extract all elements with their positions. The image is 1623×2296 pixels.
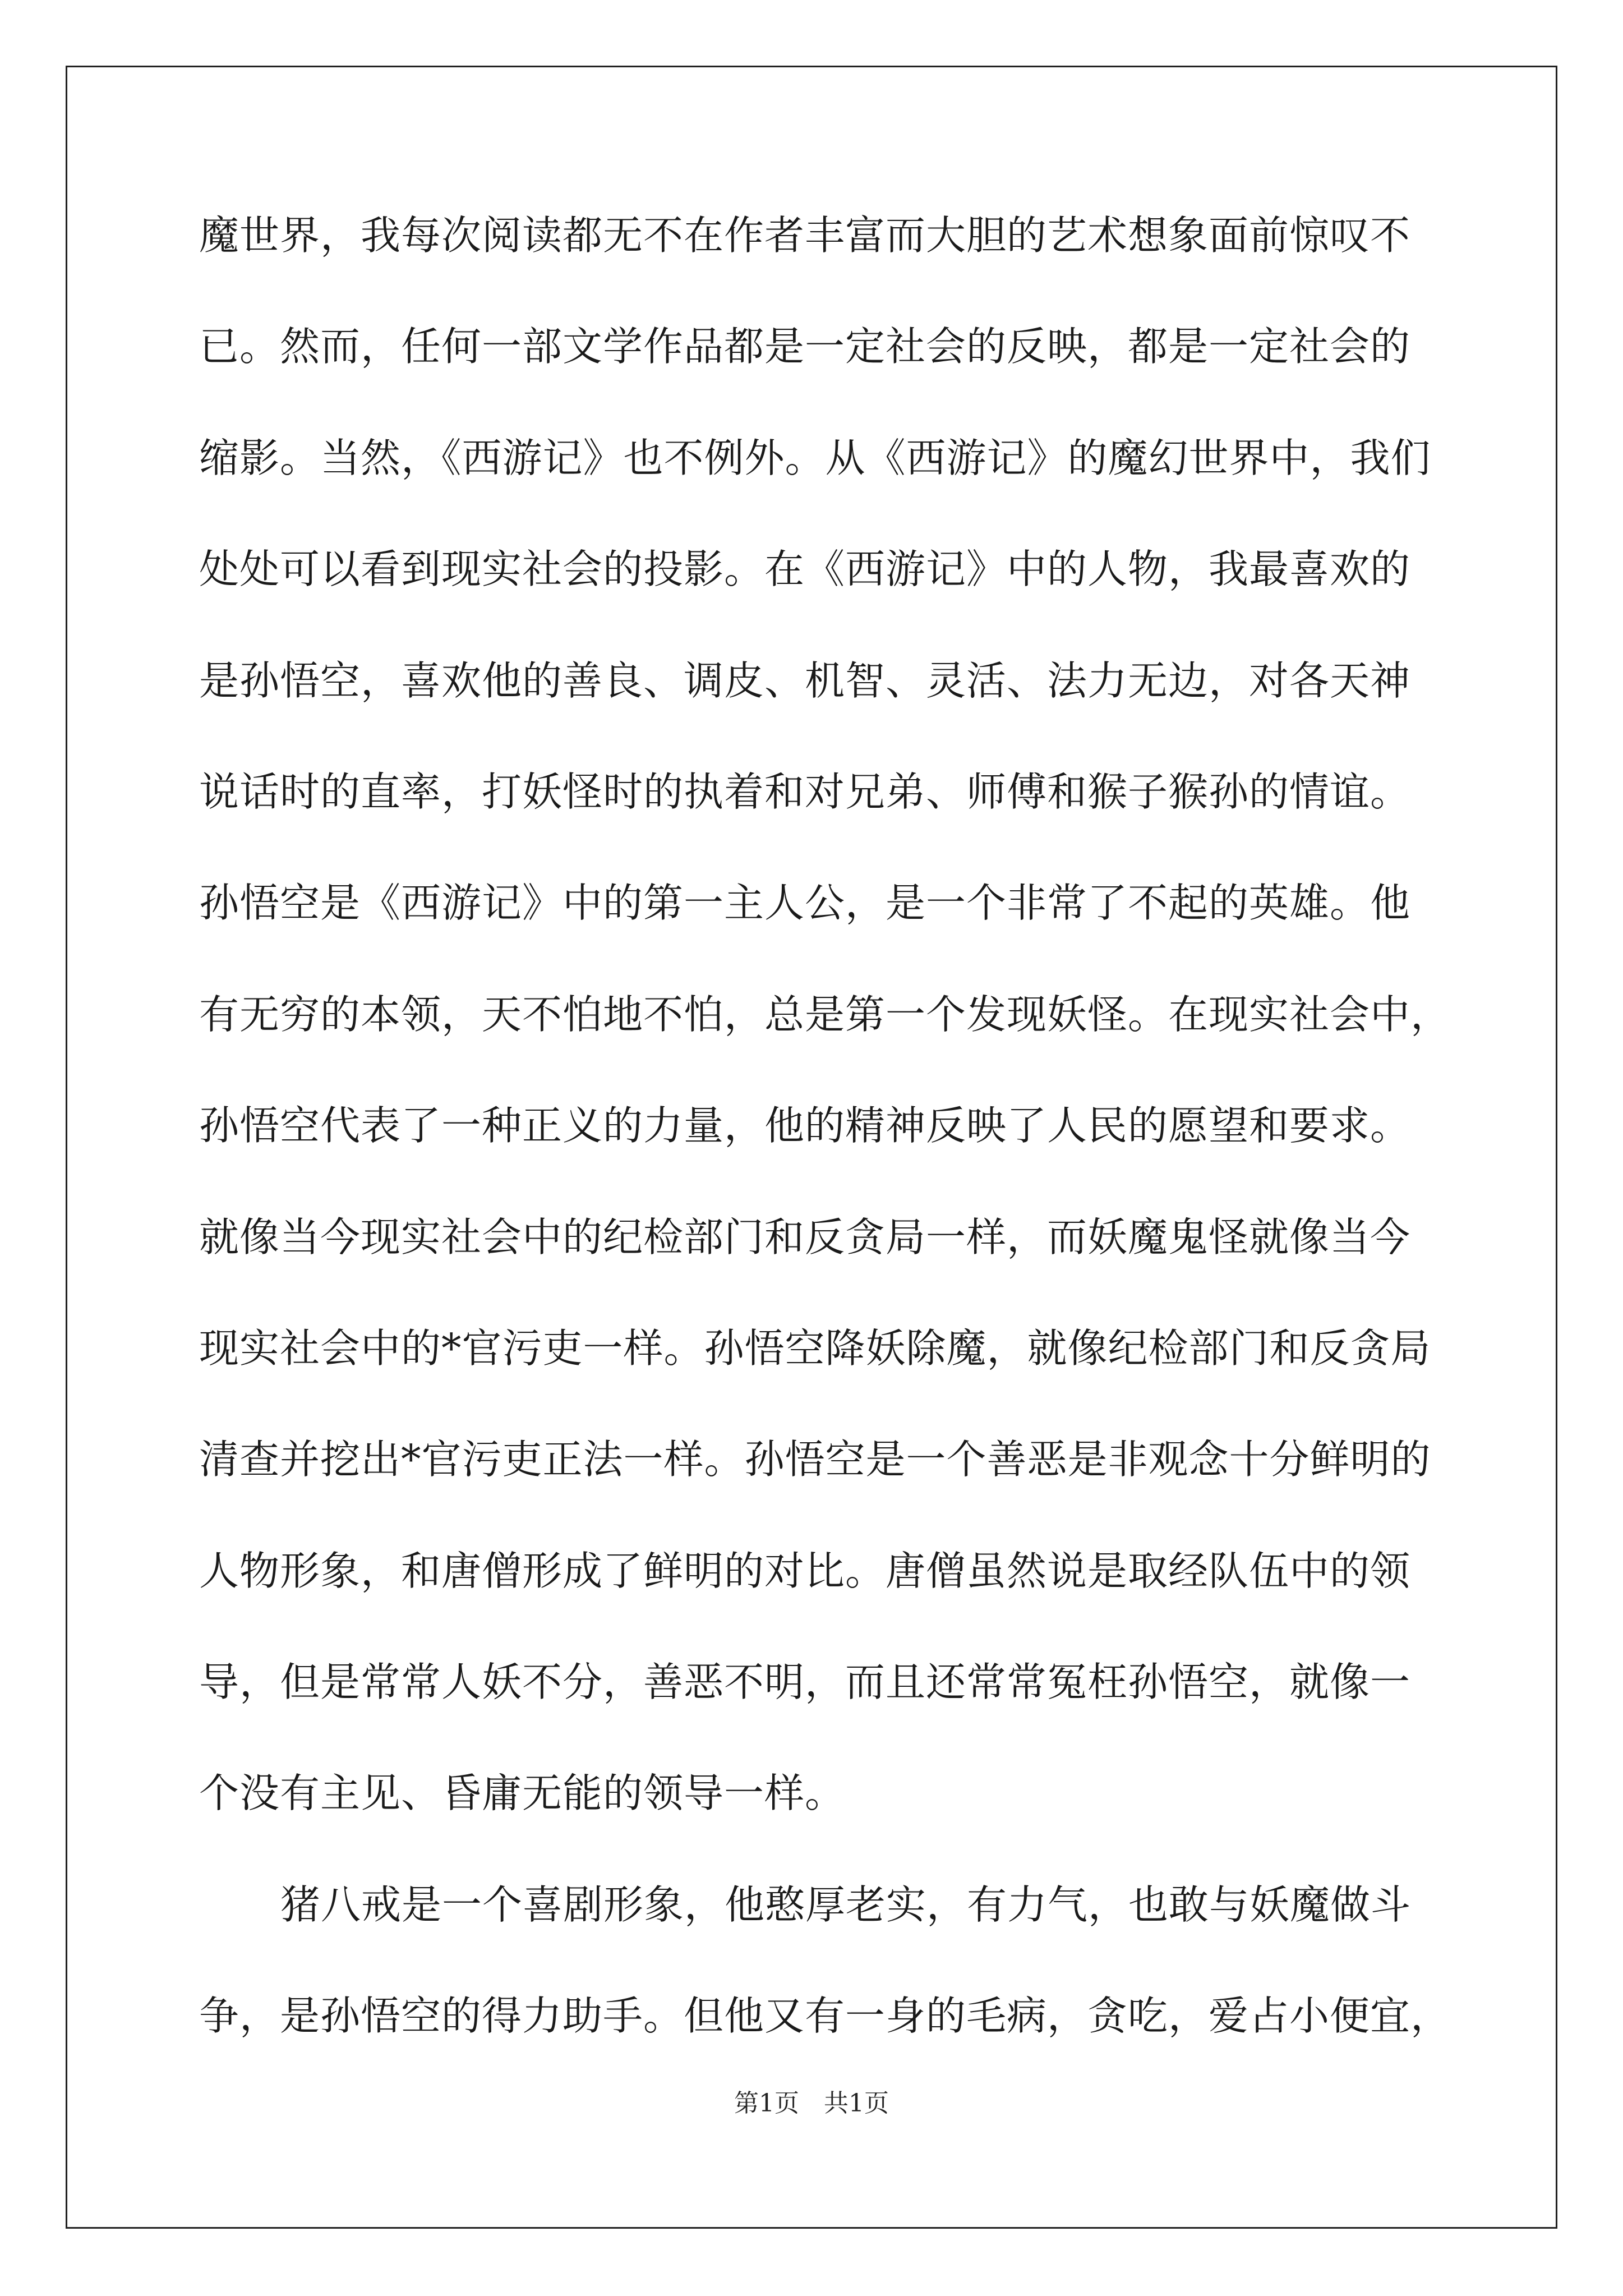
text-line: 导，但是常常人妖不分，善恶不明，而且还常常冤枉孙悟空，就像一 [199, 1659, 1411, 1706]
text-line: 个没有主见、昏庸无能的领导一样。 [199, 1770, 846, 1817]
text-line: 争，是孙悟空的得力助手。但他又有一身的毛病，贪吃，爱占小便宜， [199, 1993, 1451, 2040]
text-line: 缩影。当然，《西游记》也不例外。从《西游记》的魔幻世界中，我们 [199, 434, 1431, 481]
text-line: 猪八戒是一个喜剧形象，他憨厚老实，有力气，也敢与妖魔做斗 [280, 1881, 1412, 1928]
page-number: 第1页 共1页 [734, 2089, 889, 2118]
text-line: 现实社会中的*官污吏一样。孙悟空降妖除魔，就像纪检部门和反贪局 [199, 1324, 1431, 1372]
text-line: 说话时的直率，打妖怪时的执着和对兄弟、师傅和猴子猴孙的情谊。 [199, 768, 1411, 815]
text-line: 孙悟空是《西游记》中的第一主人公，是一个非常了不起的英雄。他 [199, 880, 1411, 927]
text-line: 就像当今现实社会中的纪检部门和反贪局一样，而妖魔鬼怪就像当今 [199, 1213, 1411, 1260]
text-line: 人物形象，和唐僧形成了鲜明的对比。唐僧虽然说是取经队伍中的领 [199, 1547, 1411, 1594]
text-line: 清查并挖出*官污吏正法一样。孙悟空是一个善恶是非观念十分鲜明的 [199, 1436, 1431, 1483]
text-line: 魔世界，我每次阅读都无不在作者丰富而大胆的艺术想象面前惊叹不 [199, 212, 1411, 259]
text-line: 有无穷的本领，天不怕地不怕，总是第一个发现妖怪。在现实社会中， [199, 991, 1451, 1038]
text-line: 是孙悟空，喜欢他的善良、调皮、机智、灵活、法力无边，对各天神 [199, 657, 1411, 704]
text-line: 孙悟空代表了一种正义的力量，他的精神反映了人民的愿望和要求。 [199, 1102, 1411, 1149]
document-body [199, 208, 1451, 2100]
text-line: 处处可以看到现实社会的投影。在《西游记》中的人物，我最喜欢的 [199, 546, 1411, 593]
text-line: 已。然而，任何一部文学作品都是一定社会的反映，都是一定社会的 [199, 323, 1411, 370]
